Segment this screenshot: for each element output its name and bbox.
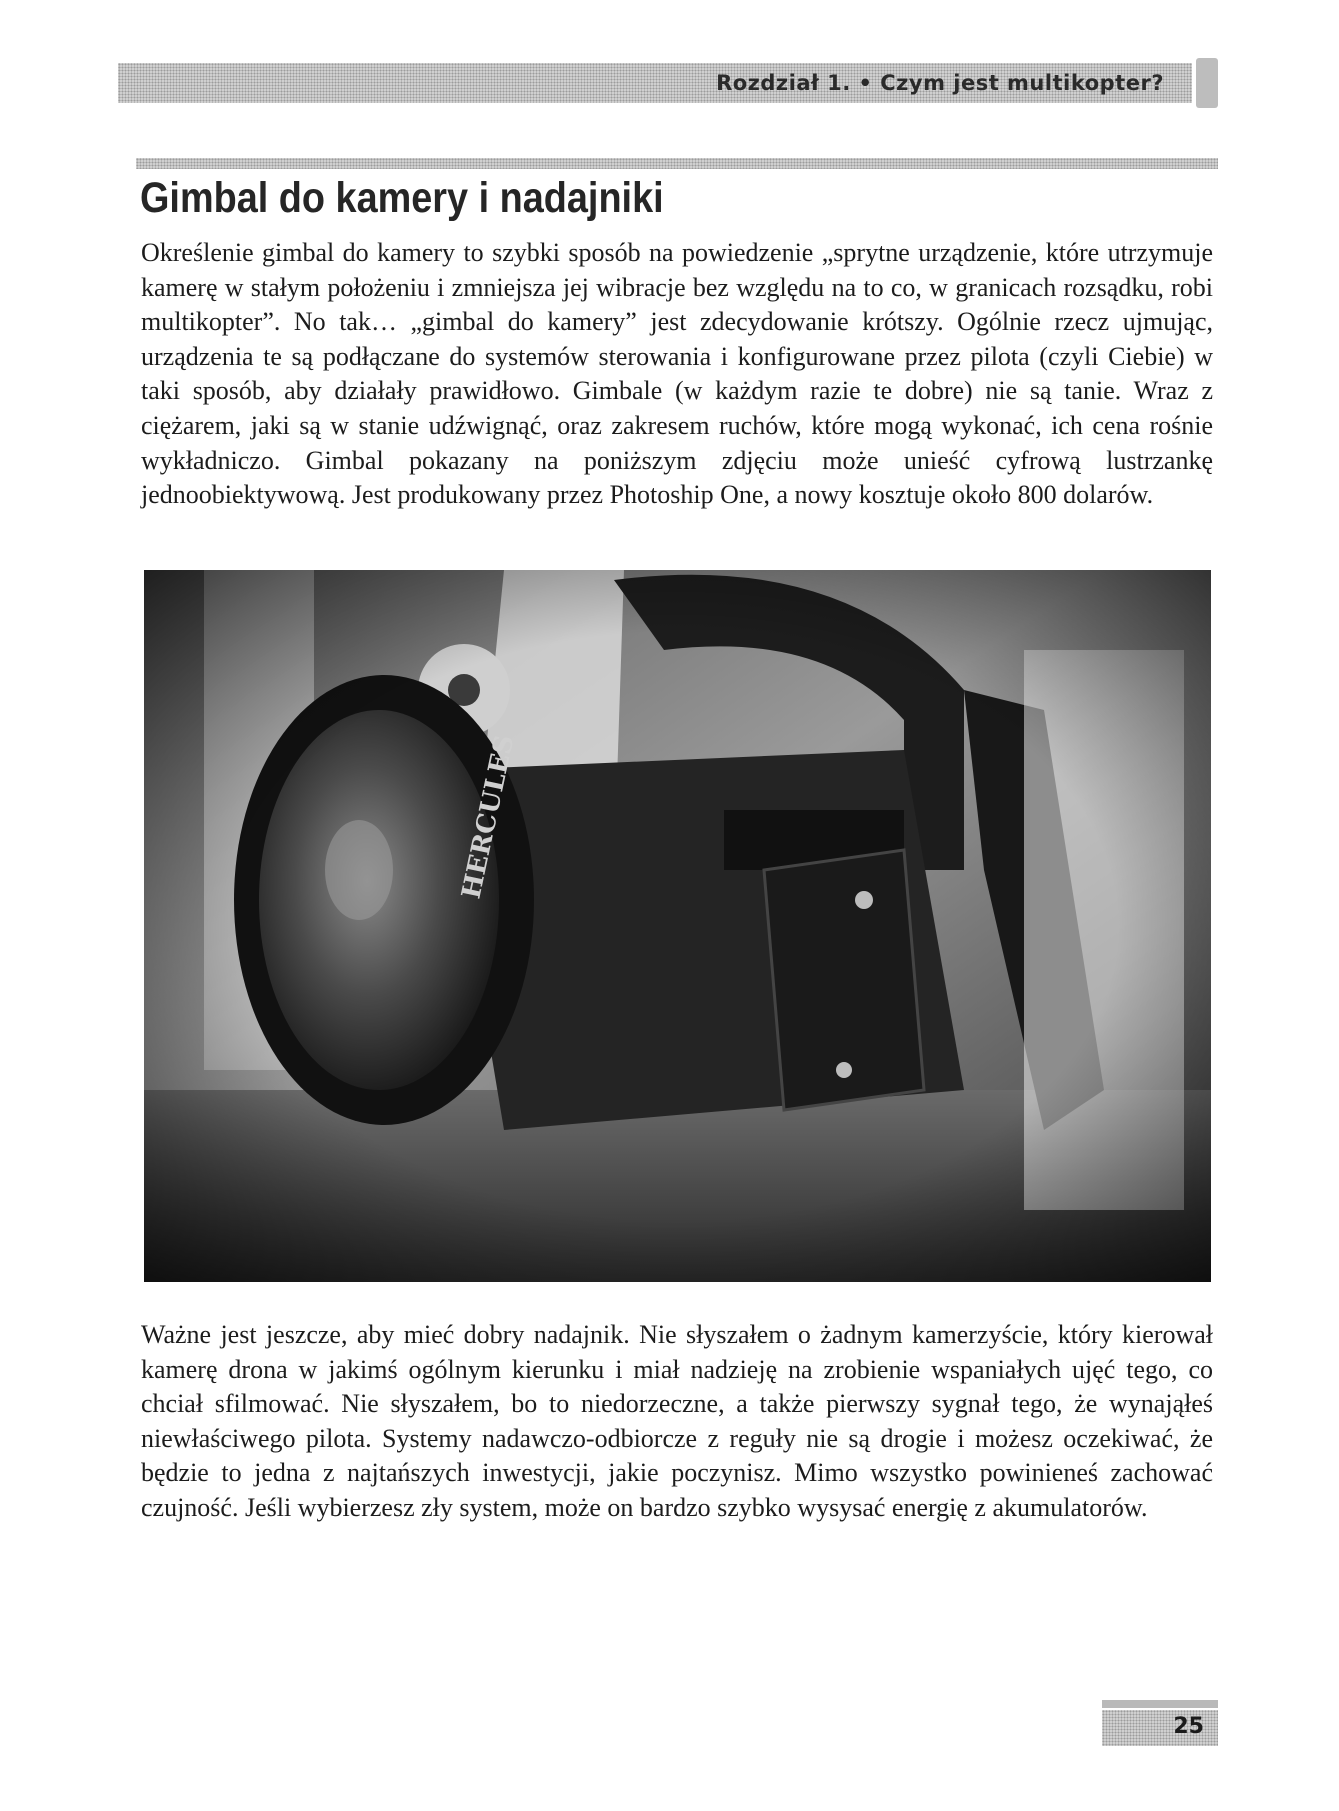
page-number: 25 bbox=[1173, 1714, 1204, 1739]
running-header bbox=[118, 58, 1218, 108]
body-paragraph-1: Określenie gimbal do kamery to szybki sposób na powiedzenie „sprytne urządzenie, które utrzymuje kamerę w stałym położeniu i zmniejsza jej wibracje bez względu na to co, w granicach rozsądku, robi multikopter”. No tak… „gimbal do kamery” jest zdecydowanie krótszy. Ogólnie rzecz ujmując, urządzenia te są podłączane do systemów sterowania i konfigurowane przez pilota (czyli Ciebie) w taki sposób, aby działały prawidłowo. Gimbale (w każdym razie te dobre) nie są tanie. Wraz z ciężarem, jaki są w stanie udźwignąć, oraz zakresem ruchów, które mogą wykonać, ich cena rośnie wykładniczo. Gimbal pokazany na poniższym zdjęciu może unieść cyfrową lustrzankę jednoobiektywową. Jest produkowany przez Photoship One, a nowy kosztuje około 800 dolarów. bbox=[141, 238, 1213, 510]
folio-stripe bbox=[1102, 1700, 1218, 1708]
gimbal-photo-illustration bbox=[144, 570, 1211, 1282]
section-rule bbox=[136, 158, 1218, 169]
page-number-box bbox=[1102, 1700, 1218, 1746]
running-title: Rozdział 1. • Czym jest multikopter? bbox=[716, 71, 1164, 95]
section-title: Gimbal do kamery i nadajniki bbox=[140, 174, 664, 222]
photo-vignette bbox=[144, 570, 1211, 1282]
gimbal-photo bbox=[144, 570, 1211, 1282]
body-paragraph-2: Ważne jest jeszcze, aby mieć dobry nadajnik. Nie słyszałem o żadnym kamerzyście, który kierował kamerę drona w jakimś ogólnym kierunku i miał nadzieję na zrobienie wspaniałych ujęć tego, co chciał sfilmować. Nie słyszałem, bo to niedorzeczne, a także pierwszy sygnał tego, że wynająłeś niewłaściwego pilota. Systemy nadawczo-odbiorcze z reguły nie są drogie i możesz oczekiwać, że będzie to jedna z najtańszych inwestycji, jakie poczynisz. Mimo wszystko powinieneś zachować czujność. Jeśli wybierzesz zły system, może on bardzo szybko wysysać energię z akumulatorów. bbox=[141, 1320, 1213, 1522]
header-tab bbox=[1196, 58, 1218, 108]
